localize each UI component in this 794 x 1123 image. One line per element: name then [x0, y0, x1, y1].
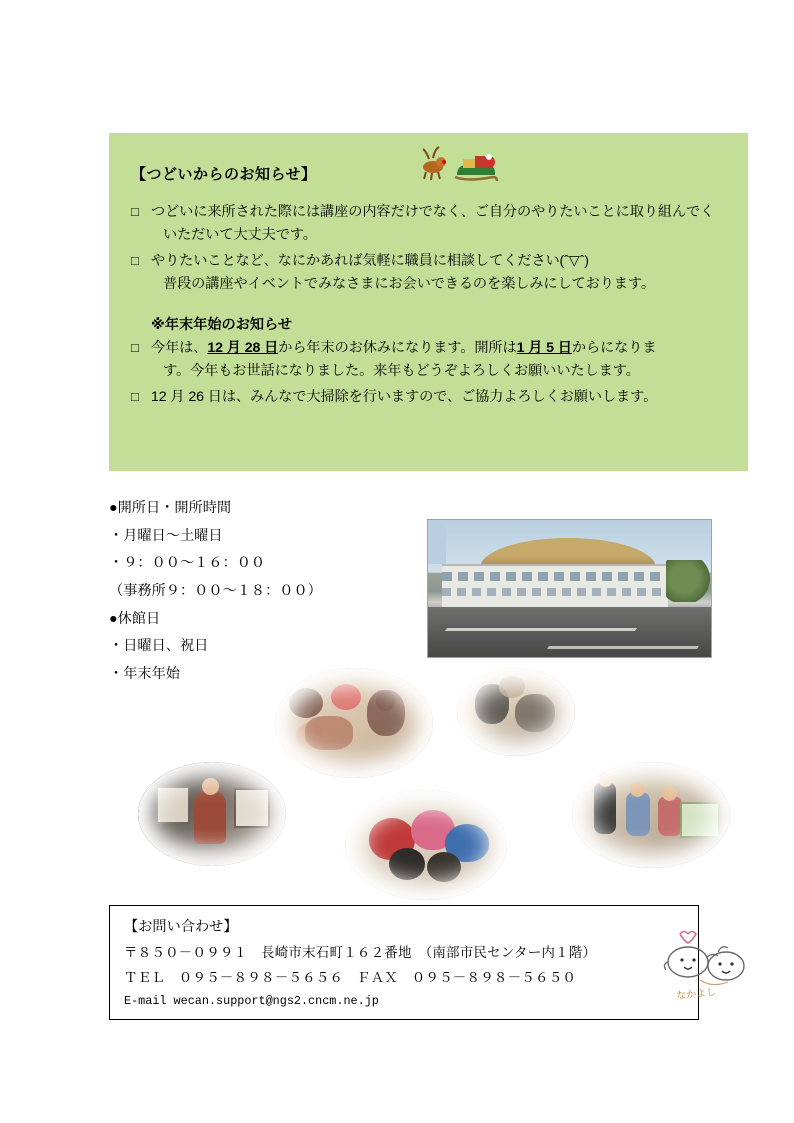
sky-region [428, 520, 446, 564]
notice-item-line1: やりたいことなど、なにかあれば気軽に職員に相談してください(ˆ▽ˆ) [151, 253, 589, 269]
closed-days-line: ・年末年始 [109, 666, 180, 683]
contact-box [109, 905, 699, 1020]
contact-title: 【お問い合わせ】 [124, 919, 238, 935]
year-end-subtitle: ※年末年始のお知らせ [151, 317, 293, 333]
photo-shape [289, 688, 323, 718]
contact-address: 〒８５０－０９９１ 長崎市末石町１６２番地 （南部市民センター内１階） [124, 945, 597, 960]
photo-shape [598, 772, 613, 787]
notice-panel [109, 133, 748, 471]
year-end-line2: す。今年もお世話になりました。来年もどうぞよろしくお願いいたします。 [163, 363, 640, 379]
craft-table-photo [457, 668, 575, 756]
group-photo [572, 762, 730, 868]
photo-shape [305, 716, 353, 750]
photo-shape [369, 818, 415, 860]
mark-label: なかよし [675, 986, 717, 1003]
road [428, 607, 711, 657]
photo-shape [202, 778, 219, 795]
road-marking [445, 628, 637, 631]
year-end-middle: から年末のお休みになります。開所は [278, 340, 517, 356]
checkbox-icon: □ [131, 389, 139, 404]
checkbox-icon: □ [131, 340, 139, 355]
photo-shape [389, 848, 425, 880]
photo-shape [331, 684, 361, 710]
christmas-decoration-icon [417, 145, 503, 185]
hours-line: ・月曜日～土曜日 [109, 527, 223, 544]
photo-shape [427, 852, 461, 882]
photo-shape [680, 802, 720, 838]
year-end-list [131, 337, 726, 409]
year-end-item [131, 386, 726, 409]
photo-shape [630, 782, 645, 797]
closed-days-line: ・日曜日、祝日 [109, 638, 209, 655]
notice-item-text [151, 201, 726, 247]
notice-item-line2: 普段の講座やイベントでみなさまにお会いできるのを楽しみにしております。 [163, 276, 655, 292]
photo-shape [411, 810, 455, 850]
photo-shape [658, 796, 682, 836]
photo-shape [594, 782, 616, 834]
photo-shape [475, 684, 509, 724]
notice-item-text [151, 250, 726, 296]
closing-date: 12 月 28 日 [207, 340, 279, 356]
notice-item [131, 201, 726, 247]
window-row [442, 588, 668, 596]
hours-section [109, 495, 409, 689]
contact-tel-fax: ＴＥＬ ０９５－８９８－５６５６ ＦＡＸ ０９５－８９８－５６５０ [124, 969, 577, 985]
notice-list [131, 201, 726, 296]
photo-shape [499, 676, 525, 698]
window-row [442, 572, 668, 581]
hours-heading: ●開所日・開所時間 [109, 500, 232, 516]
umbrella-craft-photo [345, 790, 507, 900]
photo-shape [515, 694, 555, 732]
photo-shape [367, 690, 405, 736]
art-display-photo [138, 762, 286, 866]
hours-line: ・９：００～１６：００ [109, 555, 266, 572]
year-end-item-text [151, 337, 726, 383]
notice-title: 【つどいからのお知らせ】 [131, 166, 317, 183]
checkbox-icon: □ [131, 204, 139, 219]
photo-shape [194, 790, 226, 844]
tree [666, 560, 712, 602]
notice-item-line1: つどいに来所された際には講座の内容だけでなく、ご自分のやりたいことに取り組んでく [151, 204, 715, 220]
checkbox-icon: □ [131, 253, 139, 268]
contact-email[interactable]: E-mail wecan.support@ngs2.cncm.ne.jp [124, 993, 379, 1008]
year-end-item [131, 337, 726, 383]
building-exterior-photo [427, 519, 712, 658]
hours-line: （事務所９：００～１８：００） [109, 583, 322, 600]
year-end-prefix: 今年は、 [151, 340, 208, 356]
photo-shape [234, 788, 270, 828]
building-facade [442, 564, 668, 608]
notice-item-line2: いただいて大丈夫です。 [163, 227, 317, 243]
year-end-suffix: からになりま [571, 340, 657, 356]
photo-shape [662, 786, 677, 801]
year-end-item-text: 12 月 26 日は、みんなで大掃除を行いますので、ご協力よろしくお願いします。 [151, 389, 658, 405]
photo-shape [626, 792, 650, 836]
photo-shape [445, 824, 489, 862]
photo-shape [156, 786, 190, 824]
craft-workshop-photo [275, 668, 433, 778]
road-marking [547, 646, 699, 649]
opening-date: 1 月 5 日 [516, 340, 572, 356]
notice-item [131, 250, 726, 296]
closed-days-heading: ●休館日 [109, 610, 161, 627]
